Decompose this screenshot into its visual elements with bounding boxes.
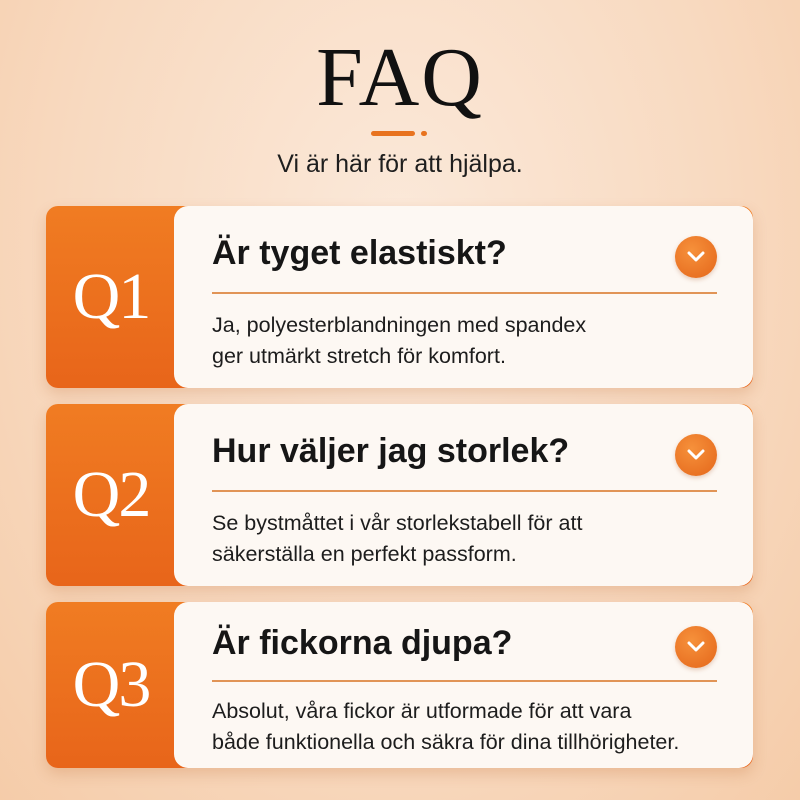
chevron-down-icon[interactable] [675, 626, 717, 668]
faq-answer-line: både funktionella och säkra för dina tillhörigheter. [212, 730, 680, 754]
faq-item-1[interactable] [46, 206, 753, 388]
page-title: FAQ [316, 31, 484, 124]
faq-question: Är tyget elastiskt? [212, 234, 507, 272]
faq-number: Q3 [72, 648, 150, 721]
faq-answer-line: säkerställa en perfekt passform. [212, 542, 517, 566]
faq-number: Q1 [72, 260, 150, 333]
title-divider [371, 131, 431, 137]
divider-bar [371, 131, 415, 136]
chevron-down-icon[interactable] [675, 236, 717, 278]
faq-answer [212, 310, 733, 372]
faq-panel [174, 602, 753, 768]
faq-panel [174, 206, 753, 388]
faq-answer-line: ger utmärkt stretch för komfort. [212, 344, 506, 368]
faq-panel [174, 404, 753, 586]
faq-item-2[interactable] [46, 404, 753, 586]
faq-divider [212, 292, 717, 294]
faq-answer-line: Ja, polyesterblandningen med spandex [212, 313, 587, 337]
faq-answer [212, 696, 733, 758]
faq-question: Hur väljer jag storlek? [212, 432, 570, 470]
faq-divider [212, 680, 717, 682]
page-subtitle: Vi är här för att hjälpa. [277, 150, 523, 178]
divider-dot [421, 131, 427, 136]
faq-answer [212, 508, 733, 570]
faq-question: Är fickorna djupa? [212, 624, 513, 662]
faq-answer-line: Se bystmåttet i vår storlekstabell för att [212, 511, 583, 535]
faq-divider [212, 490, 717, 492]
faq-number: Q2 [72, 458, 150, 531]
chevron-down-icon[interactable] [675, 434, 717, 476]
faq-answer-line: Absolut, våra fickor är utformade för att vara [212, 699, 632, 723]
faq-item-3[interactable] [46, 602, 753, 768]
